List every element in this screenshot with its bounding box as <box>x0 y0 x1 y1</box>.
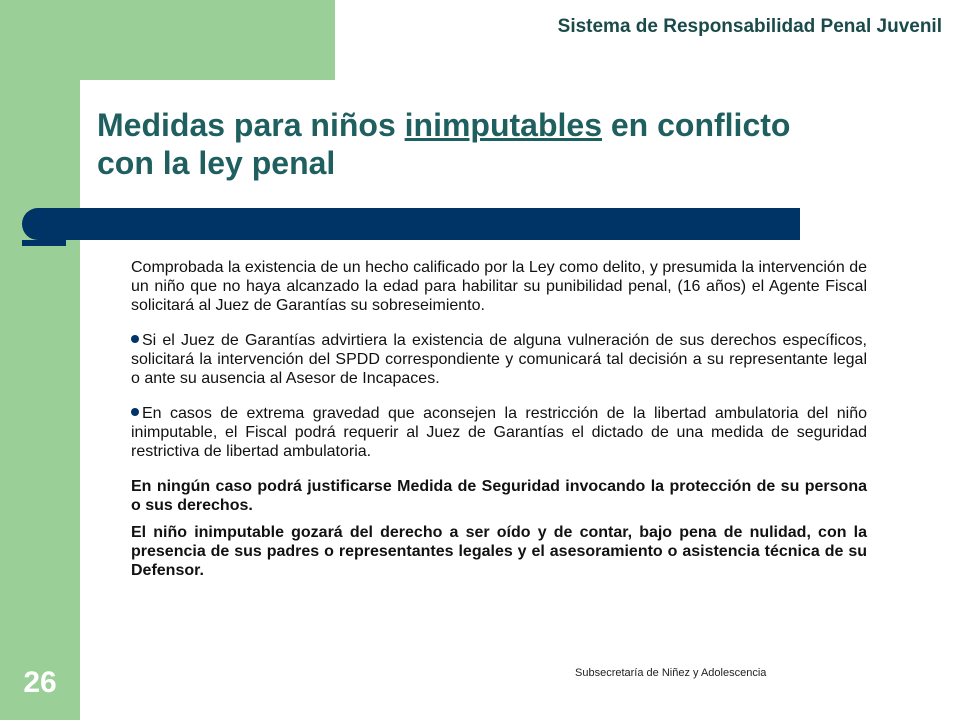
paragraph-vulneracion <box>131 331 867 388</box>
divider-bar-tab <box>22 240 66 246</box>
left-green-strip <box>0 0 80 720</box>
slide-body <box>131 258 867 588</box>
paragraph-derecho-oido: El niño inimputable gozará del derecho a ser oído y de contar, bajo pena de nulidad, con la presencia de sus padres o representantes legales y el asesoramiento o asistencia técnica de su Defensor. <box>131 524 867 579</box>
paragraph-gravedad <box>131 404 867 461</box>
paragraph-gravedad-text: En casos de extrema gravedad que aconsejen la restricción de la libertad ambulatoria del niño inimputable, el Fiscal podrá requerir al Juez de Garantías el dictado de una medida de seguridad restrictiva de libertad ambulatoria. <box>131 405 867 460</box>
bullet-icon <box>131 335 139 343</box>
top-green-band <box>80 0 335 80</box>
title-divider-bar <box>22 208 800 240</box>
title-part-2: en conflicto con la ley penal <box>97 107 791 181</box>
slide-title <box>97 106 817 182</box>
title-underlined-word: inimputables <box>404 107 602 143</box>
paragraph-vulneracion-text: Si el Juez de Garantías advirtiera la existencia de alguna vulneración de sus derechos específicos, solicitará la intervención del SPDD correspondiente y comunicará tal decisión a su representante legal o ante su ausencia al Asesor de Incapaces. <box>131 332 867 387</box>
paragraph-medida-seguridad: En ningún caso podrá justificarse Medida de Seguridad invocando la protección de su persona o sus derechos. <box>131 478 867 514</box>
page-number: 26 <box>23 666 57 699</box>
bullet-icon <box>131 408 139 416</box>
footer-subsecretaria: Subsecretaría de Niñez y Adolescencia <box>575 667 767 679</box>
title-part-1: Medidas para niños <box>97 107 405 143</box>
system-title: Sistema de Responsabilidad Penal Juvenil <box>557 16 942 37</box>
paragraph-sobreseimiento: Comprobada la existencia de un hecho calificado por la Ley como delito, y presumida la intervención de un niño que no haya alcanzado la edad para habilitar su punibilidad penal, (16 años) el Agente Fiscal solicitará al Juez de Garantías su sobreseimiento. <box>131 259 867 314</box>
